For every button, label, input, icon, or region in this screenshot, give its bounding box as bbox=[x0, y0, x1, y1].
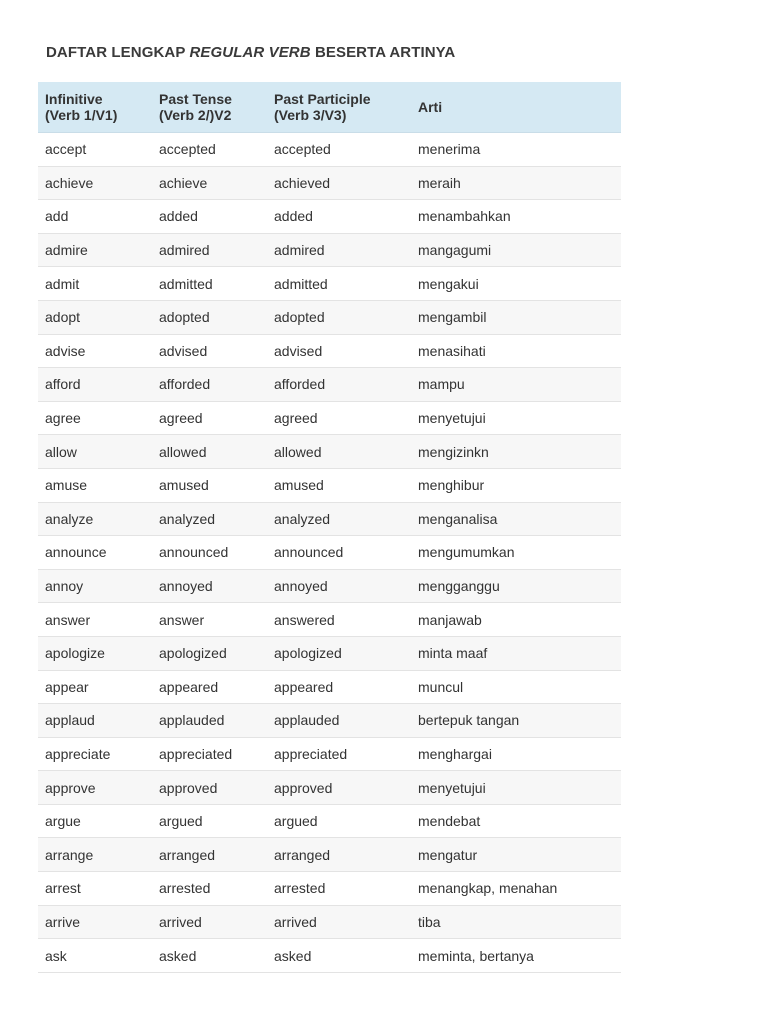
table-row bbox=[38, 805, 621, 839]
cell-infinitive: add bbox=[45, 208, 69, 225]
cell-infinitive: adopt bbox=[45, 309, 81, 326]
title-suffix: BESERTA ARTINYA bbox=[310, 44, 456, 61]
cell-past-participle: argued bbox=[274, 813, 318, 830]
cell-past-tense: applauded bbox=[159, 712, 225, 729]
table-row bbox=[38, 133, 621, 167]
cell-past-tense: arrested bbox=[159, 880, 211, 897]
table-row bbox=[38, 906, 621, 940]
cell-infinitive: argue bbox=[45, 813, 81, 830]
header-arti bbox=[411, 99, 621, 115]
page-title bbox=[46, 44, 455, 61]
cell-arti: mengumumkan bbox=[418, 544, 515, 561]
header-infinitive bbox=[38, 91, 152, 123]
table-row bbox=[38, 503, 621, 537]
cell-past-participle: added bbox=[274, 208, 313, 225]
cell-arti: menghibur bbox=[418, 477, 485, 494]
cell-past-tense: accepted bbox=[159, 141, 216, 158]
cell-arti: menyetujui bbox=[418, 410, 486, 427]
cell-arti: tiba bbox=[418, 913, 441, 930]
cell-past-tense: approved bbox=[159, 779, 218, 796]
cell-past-participle: accepted bbox=[274, 141, 331, 158]
cell-arti: mengganggu bbox=[418, 578, 500, 595]
title-italic: REGULAR VERB bbox=[189, 44, 311, 61]
cell-infinitive: approve bbox=[45, 779, 96, 796]
cell-past-tense: adopted bbox=[159, 309, 210, 326]
cell-infinitive: ask bbox=[45, 947, 67, 964]
cell-arti: menganalisa bbox=[418, 510, 498, 527]
cell-past-participle: answered bbox=[274, 611, 335, 628]
table-row bbox=[38, 637, 621, 671]
header-past-participle bbox=[267, 91, 411, 123]
cell-infinitive: agree bbox=[45, 410, 81, 427]
cell-infinitive: annoy bbox=[45, 578, 84, 595]
cell-arti: mangagumi bbox=[418, 242, 492, 259]
cell-infinitive: allow bbox=[45, 443, 77, 460]
table-row bbox=[38, 167, 621, 201]
cell-past-participle: advised bbox=[274, 342, 323, 359]
header-past-tense bbox=[152, 91, 267, 123]
cell-past-tense: asked bbox=[159, 947, 197, 964]
table-row bbox=[38, 301, 621, 335]
cell-arti: mengambil bbox=[418, 309, 487, 326]
cell-past-participle: arrested bbox=[274, 880, 326, 897]
cell-past-tense: apologized bbox=[159, 645, 227, 662]
cell-past-participle: analyzed bbox=[274, 510, 331, 527]
cell-infinitive: announce bbox=[45, 544, 107, 561]
cell-arti: mengatur bbox=[418, 846, 478, 863]
cell-past-participle: admitted bbox=[274, 275, 328, 292]
cell-arti: menasihati bbox=[418, 342, 486, 359]
cell-past-tense: answer bbox=[159, 611, 205, 628]
header-past-tense-line2: (Verb 2/)V2 bbox=[159, 107, 232, 123]
cell-past-participle: asked bbox=[274, 947, 312, 964]
cell-arti: manjawab bbox=[418, 611, 482, 628]
cell-arti: menghargai bbox=[418, 745, 492, 762]
cell-past-participle: afforded bbox=[274, 376, 326, 393]
cell-infinitive: admire bbox=[45, 242, 88, 259]
table-row bbox=[38, 335, 621, 369]
cell-infinitive: appear bbox=[45, 678, 89, 695]
cell-infinitive: analyze bbox=[45, 510, 94, 527]
cell-infinitive: afford bbox=[45, 376, 81, 393]
cell-infinitive: appreciate bbox=[45, 745, 111, 762]
cell-infinitive: answer bbox=[45, 611, 91, 628]
table-row bbox=[38, 838, 621, 872]
cell-arti: mengizinkn bbox=[418, 443, 489, 460]
cell-arti: menerima bbox=[418, 141, 481, 158]
cell-past-tense: agreed bbox=[159, 410, 203, 427]
cell-past-participle: appreciated bbox=[274, 745, 348, 762]
cell-arti: meraih bbox=[418, 174, 461, 191]
cell-past-tense: advised bbox=[159, 342, 208, 359]
table-row bbox=[38, 267, 621, 301]
table-row bbox=[38, 771, 621, 805]
table-row bbox=[38, 738, 621, 772]
header-infinitive-line2: (Verb 1/V1) bbox=[45, 107, 118, 123]
table-row bbox=[38, 570, 621, 604]
cell-past-tense: allowed bbox=[159, 443, 207, 460]
header-infinitive-line1: Infinitive bbox=[45, 91, 103, 107]
verb-table bbox=[38, 82, 621, 973]
header-past-participle-line2: (Verb 3/V3) bbox=[274, 107, 347, 123]
cell-past-participle: achieved bbox=[274, 174, 331, 191]
title-prefix: DAFTAR LENGKAP bbox=[46, 44, 190, 61]
cell-past-participle: annoyed bbox=[274, 578, 328, 595]
cell-infinitive: arrest bbox=[45, 880, 81, 897]
table-body bbox=[38, 133, 621, 973]
header-past-participle-line1: Past Participle bbox=[274, 91, 371, 107]
cell-past-participle: arrived bbox=[274, 913, 317, 930]
cell-infinitive: apologize bbox=[45, 645, 105, 662]
cell-past-tense: argued bbox=[159, 813, 203, 830]
cell-past-tense: achieve bbox=[159, 174, 208, 191]
cell-infinitive: admit bbox=[45, 275, 80, 292]
table-row bbox=[38, 368, 621, 402]
cell-infinitive: applaud bbox=[45, 712, 95, 729]
cell-arti: mampu bbox=[418, 376, 465, 393]
table-header bbox=[38, 82, 621, 133]
cell-arti: bertepuk tangan bbox=[418, 712, 520, 729]
cell-infinitive: advise bbox=[45, 342, 86, 359]
table-row bbox=[38, 671, 621, 705]
cell-past-tense: admitted bbox=[159, 275, 213, 292]
cell-past-participle: agreed bbox=[274, 410, 318, 427]
cell-arti: menambahkan bbox=[418, 208, 511, 225]
cell-past-participle: arranged bbox=[274, 846, 331, 863]
cell-infinitive: arrive bbox=[45, 913, 81, 930]
cell-past-tense: admired bbox=[159, 242, 210, 259]
cell-arti: menyetujui bbox=[418, 779, 486, 796]
table-row bbox=[38, 603, 621, 637]
cell-past-tense: added bbox=[159, 208, 198, 225]
cell-past-tense: arrived bbox=[159, 913, 202, 930]
cell-past-tense: appreciated bbox=[159, 745, 233, 762]
cell-past-participle: approved bbox=[274, 779, 333, 796]
table-row bbox=[38, 872, 621, 906]
cell-infinitive: accept bbox=[45, 141, 87, 158]
cell-past-tense: announced bbox=[159, 544, 229, 561]
header-past-tense-line1: Past Tense bbox=[159, 91, 232, 107]
cell-arti: minta maaf bbox=[418, 645, 488, 662]
cell-past-tense: arranged bbox=[159, 846, 216, 863]
cell-past-participle: appeared bbox=[274, 678, 334, 695]
cell-past-tense: amused bbox=[159, 477, 209, 494]
table-row bbox=[38, 469, 621, 503]
cell-past-tense: appeared bbox=[159, 678, 219, 695]
cell-past-participle: apologized bbox=[274, 645, 342, 662]
cell-past-participle: applauded bbox=[274, 712, 340, 729]
cell-arti: menangkap, menahan bbox=[418, 880, 558, 897]
table-row bbox=[38, 704, 621, 738]
cell-past-tense: annoyed bbox=[159, 578, 213, 595]
table-row bbox=[38, 939, 621, 973]
cell-arti: mengakui bbox=[418, 275, 479, 292]
cell-past-participle: amused bbox=[274, 477, 324, 494]
cell-arti: muncul bbox=[418, 678, 464, 695]
cell-infinitive: amuse bbox=[45, 477, 88, 494]
cell-infinitive: achieve bbox=[45, 174, 94, 191]
table-row bbox=[38, 200, 621, 234]
cell-past-participle: allowed bbox=[274, 443, 322, 460]
table-row bbox=[38, 234, 621, 268]
cell-past-tense: afforded bbox=[159, 376, 211, 393]
table-row bbox=[38, 402, 621, 436]
cell-past-tense: analyzed bbox=[159, 510, 216, 527]
cell-past-participle: adopted bbox=[274, 309, 325, 326]
table-row bbox=[38, 536, 621, 570]
cell-infinitive: arrange bbox=[45, 846, 94, 863]
header-arti-line1: Arti bbox=[418, 99, 443, 115]
cell-arti: mendebat bbox=[418, 813, 481, 830]
cell-past-participle: announced bbox=[274, 544, 344, 561]
cell-past-participle: admired bbox=[274, 242, 325, 259]
cell-arti: meminta, bertanya bbox=[418, 947, 534, 964]
table-row bbox=[38, 435, 621, 469]
